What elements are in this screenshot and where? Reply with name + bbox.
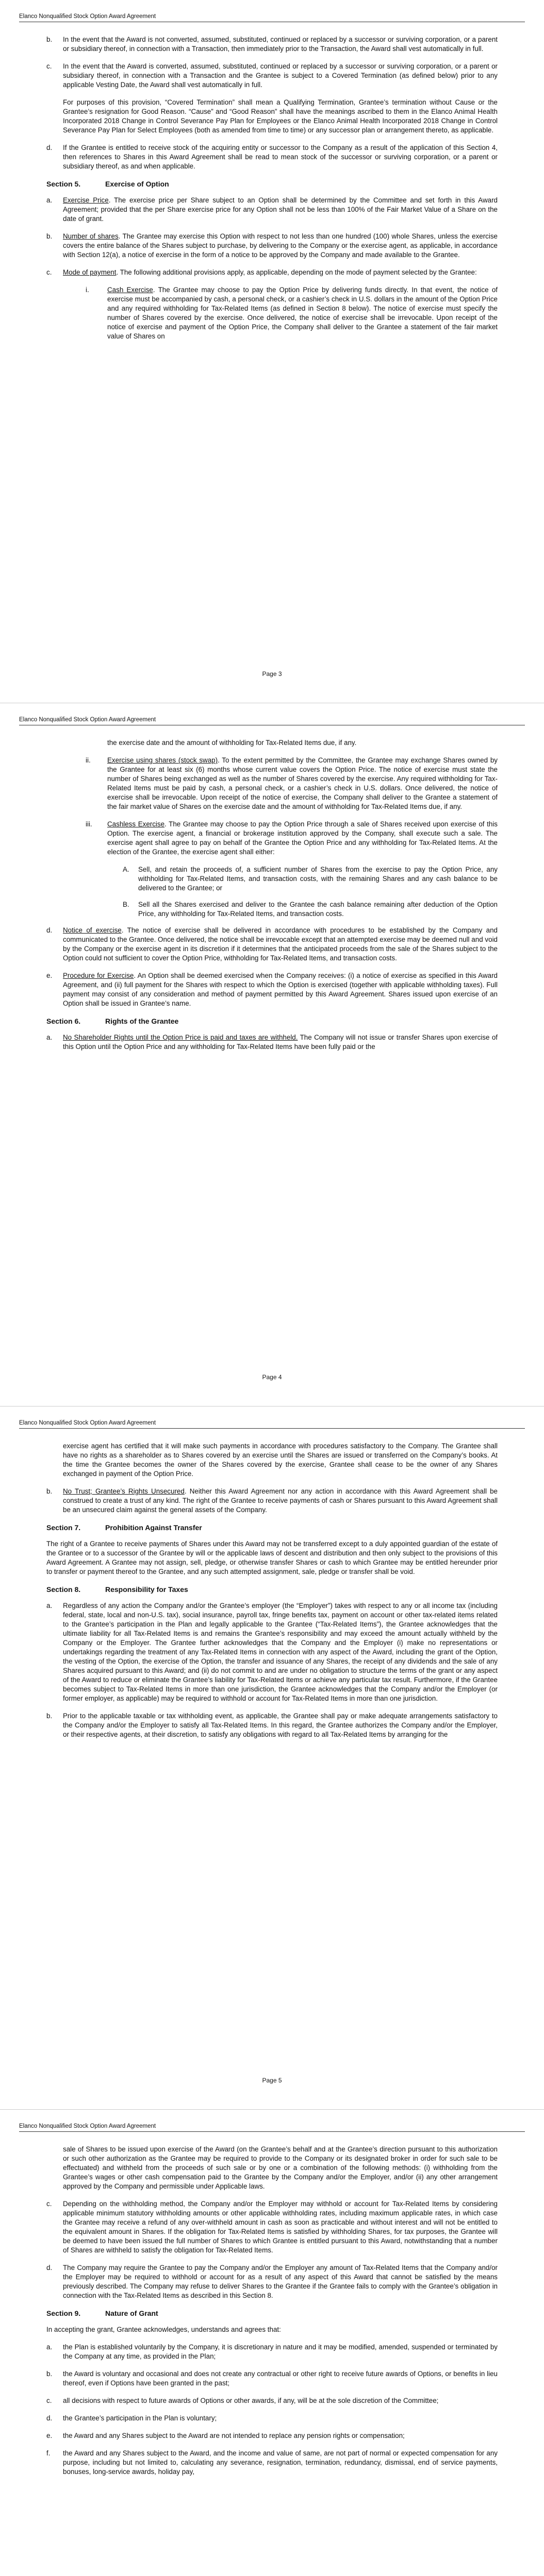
item-body: the Award and any Shares subject to the Award are not intended to replace any pension rights or compensation; — [63, 2432, 405, 2439]
item-body: all decisions with respect to future awards of Options or other awards, if any, will be at the sole discretion of the Committee; — [63, 2397, 439, 2404]
item-heading: Notice of exercise — [63, 926, 122, 934]
list-item — [46, 268, 498, 277]
item-heading: Cash Exercise — [107, 286, 153, 294]
item-label: d. — [46, 926, 53, 934]
list-item — [46, 971, 498, 1008]
section-heading — [46, 1585, 498, 1594]
item-text — [63, 232, 498, 260]
list-item — [46, 1033, 498, 1052]
item-text — [63, 2431, 498, 2441]
item-text — [63, 2396, 498, 2405]
running-header: Elanco Nonqualified Stock Option Award Agreement — [19, 2123, 156, 2129]
item-label: B. — [123, 901, 129, 908]
header-rule — [19, 2131, 525, 2132]
item-text — [63, 143, 498, 171]
section-heading — [46, 2309, 498, 2318]
item-heading: Mode of payment — [63, 268, 117, 276]
item-heading: Exercise Price — [63, 196, 109, 204]
list-item — [46, 143, 498, 171]
item-body: The Company may require the Grantee to pay the Company and/or the Employer any amount of Tax-Related Items that the Company and/or the Employer may be required to withhold or account for as a result of any aspect of this Award that cannot be satisfied by the means previously described. The Company may refuse to deliver Shares to the Grantee if the Grantee fails to comply with the Grantee’s obligation in connection with the Tax-Related Items as described in this Section 8. — [63, 2264, 498, 2299]
item-label: c. — [46, 268, 52, 276]
section-heading — [46, 1016, 498, 1026]
item-text — [63, 2343, 498, 2361]
item-label: c. — [46, 2200, 52, 2208]
item-label: e. — [46, 2432, 53, 2439]
item-body: the Plan is established voluntarily by the Company, it is discretionary in nature and it may be modified, amended, suspended or terminated by the Company at any time, as provided in the Plan; — [63, 2343, 498, 2360]
list-item — [46, 285, 498, 341]
item-label: iii. — [86, 820, 92, 828]
list-item — [46, 2263, 498, 2300]
item-body: In the event that the Award is not converted, assumed, substituted, continued or replaced by a successor or surviving corporation, or a parent or subsidiary thereof, in connection with a Transaction, then immediately prior to the Transaction, the Award shall vest automatically in full. — [63, 36, 498, 53]
item-text — [63, 926, 498, 963]
list-item — [46, 1487, 498, 1515]
item-text — [63, 2199, 498, 2255]
item-text — [63, 1033, 498, 1052]
item-text — [138, 865, 498, 893]
header-rule — [19, 1428, 525, 1429]
item-text — [63, 268, 498, 277]
item-heading: Procedure for Exercise — [63, 972, 134, 979]
item-text — [107, 756, 498, 811]
item-body: . To the extent permitted by the Committee, the Grantee may exchange Shares owned by the Grantee for at least six (6) months whose current value covers the Option Price. The notice of exercise must state the number of Shares being exchanged as well as the number of Shares covered by the exercise. Any required withholding for Tax-Related Items must be paid by cash, a personal check, or a cashier’s check in U.S. dollars. Once delivered, the notice of exercise shall be irrevocable. Upon receipt of the notice of exercise, the Company shall deliver to the Grantee a statement of the fair market value of Shares on the exercise date and the amount of withholding for Tax-Related Items due, if any. — [107, 756, 498, 810]
item-body: . The following additional provisions apply, as applicable, depending on the mode of payment selected by the Grantee: — [116, 268, 477, 276]
list-item — [46, 1601, 498, 1703]
item-label: d. — [46, 2414, 53, 2422]
page-number: Page 4 — [262, 1374, 282, 1381]
list-item — [46, 2199, 498, 2255]
item-body: If the Grantee is entitled to receive stock of the acquiring entity or successor to the Company as a result of the application of this Section 4, then references to Shares in this Award Agreement shall be read to mean stock of the successor or surviving corporation, or a parent or subsidiary thereof, as and when applicable. — [63, 144, 498, 170]
item-heading: No Shareholder Rights until the Option Price is paid and taxes are withheld. — [63, 1033, 298, 1041]
item-label: c. — [46, 2397, 52, 2404]
list-item — [46, 2369, 498, 2388]
list-item — [46, 232, 498, 260]
item-text — [63, 2263, 498, 2300]
item-heading: Number of shares — [63, 232, 119, 240]
item-label: c. — [46, 62, 52, 70]
item-text — [63, 2414, 498, 2423]
page — [0, 2110, 544, 2576]
item-text — [63, 35, 498, 54]
item-text — [107, 285, 498, 341]
item-label: ii. — [86, 756, 91, 764]
section-number: Section 6. — [46, 1017, 81, 1025]
section-title: Responsibility for Taxes — [105, 1585, 188, 1594]
item-label: i. — [86, 286, 89, 294]
item-text — [63, 1487, 498, 1515]
item-label: b. — [46, 1712, 53, 1720]
list-item — [46, 756, 498, 811]
paragraph: In accepting the grant, Grantee acknowledges, understands and agrees that: — [46, 2326, 281, 2333]
item-label: d. — [46, 144, 53, 151]
item-body: . The Grantee may choose to pay the Option Price through a sale of Shares received upon exercise of this Option. The exercise agent, a financial or brokerage institution approved by the Company, shall execute such a sale. The exercise agent shall agree to pay on behalf of the Grantee the Option Price and any withholding for Tax-Related Items. At the election of the Grantee, the exercise agent shall either: — [107, 820, 498, 856]
item-label: d. — [46, 2264, 53, 2272]
item-body: . The Grantee may choose to pay the Option Price by delivering funds directly. In that event, the notice of exercise must be accompanied by cash, a personal check, or a cashier’s check in U.S. dollars in the amount of the Option Price and any required withholding for Tax-Related Items (as defined in Section 8 below). The notice of exercise must specify the number of Shares covered by the exercise. Once delivered, the notice of exercise shall be irrevocable. Upon receipt of the notice of exercise and payment of the Option Price, the Company shall deliver to the Grantee a statement of the fair market value of Shares on — [107, 286, 498, 340]
item-label: e. — [46, 972, 53, 979]
list-item — [46, 35, 498, 54]
list-item — [46, 2396, 498, 2405]
section-number: Section 5. — [46, 180, 81, 188]
item-text — [63, 1711, 498, 1739]
running-header: Elanco Nonqualified Stock Option Award Agreement — [19, 717, 156, 723]
item-label: A. — [123, 866, 129, 873]
item-text — [63, 971, 498, 1008]
continued-paragraph: exercise agent has certified that it will make such payments in accordance with procedures satisfactory to the Company. The Grantee shall have no rights as a shareholder as to Shares covered by an exercise until the Shares are issued or transferred on the Company’s books. At the time the Grantee becomes the owner of the Shares covered by the exercise, Grantee shall cease to be the owner of any Shares exchanged in payment of the Option Price. — [63, 1442, 498, 1478]
item-heading: Exercise using shares (stock swap) — [107, 756, 218, 764]
item-heading: No Trust; Grantee’s Rights Unsecured — [63, 1487, 185, 1495]
item-label: a. — [46, 2343, 53, 2351]
continued-paragraph: sale of Shares to be issued upon exercise of the Award (on the Grantee’s behalf and at the Grantee’s direction pursuant to this authorization or such other authorization as the Grantee may be required to provide to the Company or its designated broker in order for such sale to be effectuated) and withheld from the proceeds of such sale or by one or a combination of the following methods: (i) withholding from the Grantee’s wages or other cash compensation paid to the Grantee by the Company and/or the Employer, and/or (ii) any other arrangement approved by the Company and permissible under Applicable laws. — [63, 2145, 498, 2190]
list-item — [46, 196, 498, 224]
page — [0, 0, 544, 703]
item-body: . The exercise price per Share subject to an Option shall be determined by the Committee and set forth in this Award Agreement; provided that the per Share exercise price for any Option shall not be less than 100% of the Fair Market Value of a Share on the date of grant. — [63, 196, 498, 223]
section-title: Prohibition Against Transfer — [105, 1523, 202, 1532]
continued-paragraph: the exercise date and the amount of withholding for Tax-Related Items due, if any. — [107, 739, 357, 747]
paragraph: The right of a Grantee to receive payments of Shares under this Award may not be transferred except to a duly appointed guardian of the estate of the Grantee or to a successor of the Grantee by will or the applicable laws of descent and distribution and then only subject to the provisions of this Award Agreement. A Grantee may not assign, sell, pledge, or otherwise transfer Shares or cash to which Grantee may be entitled hereunder prior to transfer or payment thereof to the Grantee, and any such attempted assignment, sale, pledge or transfer shall be void. — [46, 1540, 498, 1575]
section-title: Nature of Grant — [105, 2309, 158, 2317]
item-label: a. — [46, 1033, 53, 1041]
continued-paragraph: For purposes of this provision, “Covered Termination” shall mean a Qualifying Termination, Grantee’s termination without Cause or the Grantee’s resignation for Good Reason. “Cause” and “Good Reason” shall have the meanings ascribed to them in the Elanco Animal Health Incorporated 2018 Change in Control Severance Pay Plan for Employees or the Elanco Animal Health Incorporated 2018 Change in Control Severance Pay Plan for Select Employees (both as amended from time to time) or any successor plan or arrangement thereto, as applicable. — [63, 98, 498, 134]
item-body: . The notice of exercise shall be delivered in accordance with procedures to be established by the Company and communicated to the Grantee. Once delivered, the notice shall be irrevocable except that an attempted exercise may be deemed null and void by the Company or the exercise agent in its discretion if it determines that the anticipated proceeds from the sale of the Shares subject to the Option could not sufficient to cover the Option Price, withholding for Tax-Related Items, and transaction costs. — [63, 926, 498, 962]
item-text — [63, 62, 498, 90]
item-text — [63, 2369, 498, 2388]
item-heading: Cashless Exercise — [107, 820, 165, 828]
page-content — [46, 738, 498, 1060]
item-text — [138, 900, 498, 919]
item-label: b. — [46, 232, 53, 240]
page — [0, 703, 544, 1406]
list-item — [46, 926, 498, 963]
item-text — [107, 820, 498, 857]
section-title: Exercise of Option — [105, 180, 169, 188]
item-body: . The Grantee may exercise this Option with respect to not less than one hundred (100) whole Shares, unless the exercise covers the entire balance of the Shares subject to purchase, by delivering to the Company or the exercise agent, as applicable, in accordance with Section 12(a), a notice of exercise in the form of a notice to be approved by the Company and made available to the Grantee. — [63, 232, 498, 259]
item-body: Sell all the Shares exercised and deliver to the Grantee the cash balance remaining after deduction of the Option Price, any withholding for Tax-Related Items, and transaction costs. — [138, 901, 498, 918]
section-number: Section 7. — [46, 1523, 81, 1532]
item-label: a. — [46, 196, 53, 204]
running-header: Elanco Nonqualified Stock Option Award Agreement — [19, 1420, 156, 1426]
section-heading — [46, 1523, 498, 1532]
item-body: . An Option shall be deemed exercised when the Company receives: (i) a notice of exercise as specified in this Award Agreement, and (ii) full payment for the Shares with respect to which the Option is exercised (together with applicable withholding taxes). Full payment may consist of any consideration and method of payment permitted by this Award Agreement. Shares issued upon exercise of an Option shall be issued in Grantee’s name. — [63, 972, 498, 1007]
page-number: Page 3 — [262, 670, 282, 677]
item-body: Depending on the withholding method, the Company and/or the Employer may withhold or account for Tax-Related Items by considering applicable minimum statutory withholding amounts or other applicable withholding rates, including maximum applicable rates, in which case the Grantee may receive a refund of any over-withheld amount in cash as soon as practicable and without interest and will not be entitled to the equivalent amount in Shares. If the obligation for Tax-Related Items is satisfied by withholding Shares, for tax purposes, the Grantee will be deemed to have been issued the full number of Shares to which Grantee is entitled pursuant to this Award, notwithstanding that a number of Shares are withheld to satisfy the obligation for Tax-Related Items. — [63, 2200, 498, 2254]
page-content — [46, 2145, 498, 2485]
running-header: Elanco Nonqualified Stock Option Award Agreement — [19, 13, 156, 20]
item-body: Regardless of any action the Company and/or the Grantee’s employer (the “Employer”) takes with respect to any or all income tax (including federal, state, local and non-U.S. tax), social insurance, payroll tax, fringe benefits tax, payment on account or other tax-related items related to the Grantee’s participation in the Plan and legally applicable to the Grantee (“Tax-Related Items”), the Grantee acknowledges that the ultimate liability for all Tax-Related Items is and remains the Grantee’s responsibility and may exceed the amount actually withheld by the Company or the Employer. The Grantee further acknowledges that the Company and the Employer (i) make no representations or undertakings regarding the treatment of any Tax-Related Items in connection with any aspect of the Award, including the grant of the Option, the vesting of the Option, the exercise of the Option, the transfer and issuance of any Shares, the receipt of any dividends and the sale of any Shares acquired pursuant to this Award; and (ii) do not commit to and are under no obligation to structure the terms of the grant or any aspect of the Award to reduce or eliminate the Grantee’s liability for Tax-Related Items or achieve any particular tax result. Furthermore, if the Grantee becomes subject to Tax-Related Items in more than one jurisdiction, the Grantee acknowledges that the Company and/or the Employer (or former employer, as applicable) may be required to withhold or account for Tax-Related Items in more than one jurisdiction. — [63, 1602, 498, 1702]
section-number: Section 8. — [46, 1585, 81, 1594]
page-number: Page 5 — [262, 2077, 282, 2084]
section-number: Section 9. — [46, 2309, 81, 2317]
page-content — [46, 35, 498, 349]
item-label: f. — [46, 2449, 51, 2457]
item-body: . Neither this Award Agreement nor any action in accordance with this Award Agreement shall be construed to create a trust of any kind. The right of the Grantee to receive payments of cash or Shares pursuant to this Award Agreement shall be an unsecured claim against the general assets of the Company. — [63, 1487, 498, 1514]
item-body: the Award and any Shares subject to the Award, and the income and value of same, are not part of normal or expected compensation for any purpose, including but not limited to, calculating any severance, resignation, termination, redundancy, dismissal, end of service payments, bonuses, long-service awards, holiday pay, — [63, 2449, 498, 2476]
list-item — [46, 900, 498, 919]
item-label: b. — [46, 1487, 53, 1495]
list-item — [46, 2414, 498, 2423]
page — [0, 1406, 544, 2110]
item-body: In the event that the Award is converted, assumed, substituted, continued or replaced by a successor or surviving corporation, or a parent or subsidiary thereof, in connection with a Transaction and the Grantee is subject to a Covered Termination (as defined below) prior to any applicable Vesting Date, the Award shall vest automatically in full. — [63, 62, 498, 89]
list-item — [46, 1711, 498, 1739]
list-item — [46, 2431, 498, 2441]
item-body: the Grantee’s participation in the Plan is voluntary; — [63, 2414, 217, 2422]
section-heading — [46, 179, 498, 189]
item-label: a. — [46, 1602, 53, 1609]
item-label: b. — [46, 36, 53, 43]
item-text — [63, 1601, 498, 1703]
item-text — [63, 2449, 498, 2477]
item-body: the Award is voluntary and occasional and does not create any contractual or other right to receive future awards of Options, or benefits in lieu thereof, even if Options have been granted in the past; — [63, 2370, 498, 2387]
item-label: b. — [46, 2370, 53, 2378]
page-content — [46, 1442, 498, 1748]
item-body: Prior to the applicable taxable or tax withholding event, as applicable, the Grantee shall pay or make adequate arrangements satisfactory to the Company and/or the Employer to satisfy all Tax-Related Items. In this regard, the Grantee authorizes the Company and/or the Employer, or their respective agents, at their discretion, to satisfy any obligations with regard to all Tax-Related Items by arranging for the — [63, 1712, 498, 1738]
list-item — [46, 62, 498, 90]
item-text — [63, 196, 498, 224]
list-item — [46, 2449, 498, 2477]
list-item — [46, 865, 498, 893]
list-item — [46, 2343, 498, 2361]
item-body: The Company will not issue or transfer Shares upon exercise of this Option until the Option Price and any withholding for Tax-Related Items have been fully paid or the — [63, 1033, 498, 1050]
list-item — [46, 820, 498, 857]
section-title: Rights of the Grantee — [105, 1017, 179, 1025]
item-body: Sell, and retain the proceeds of, a sufficient number of Shares from the exercise to pay the Option Price, any withholding for Tax-Related Items, and transaction costs, with the remaining Shares and any cash balance to be delivered to the Grantee; or — [138, 866, 498, 892]
